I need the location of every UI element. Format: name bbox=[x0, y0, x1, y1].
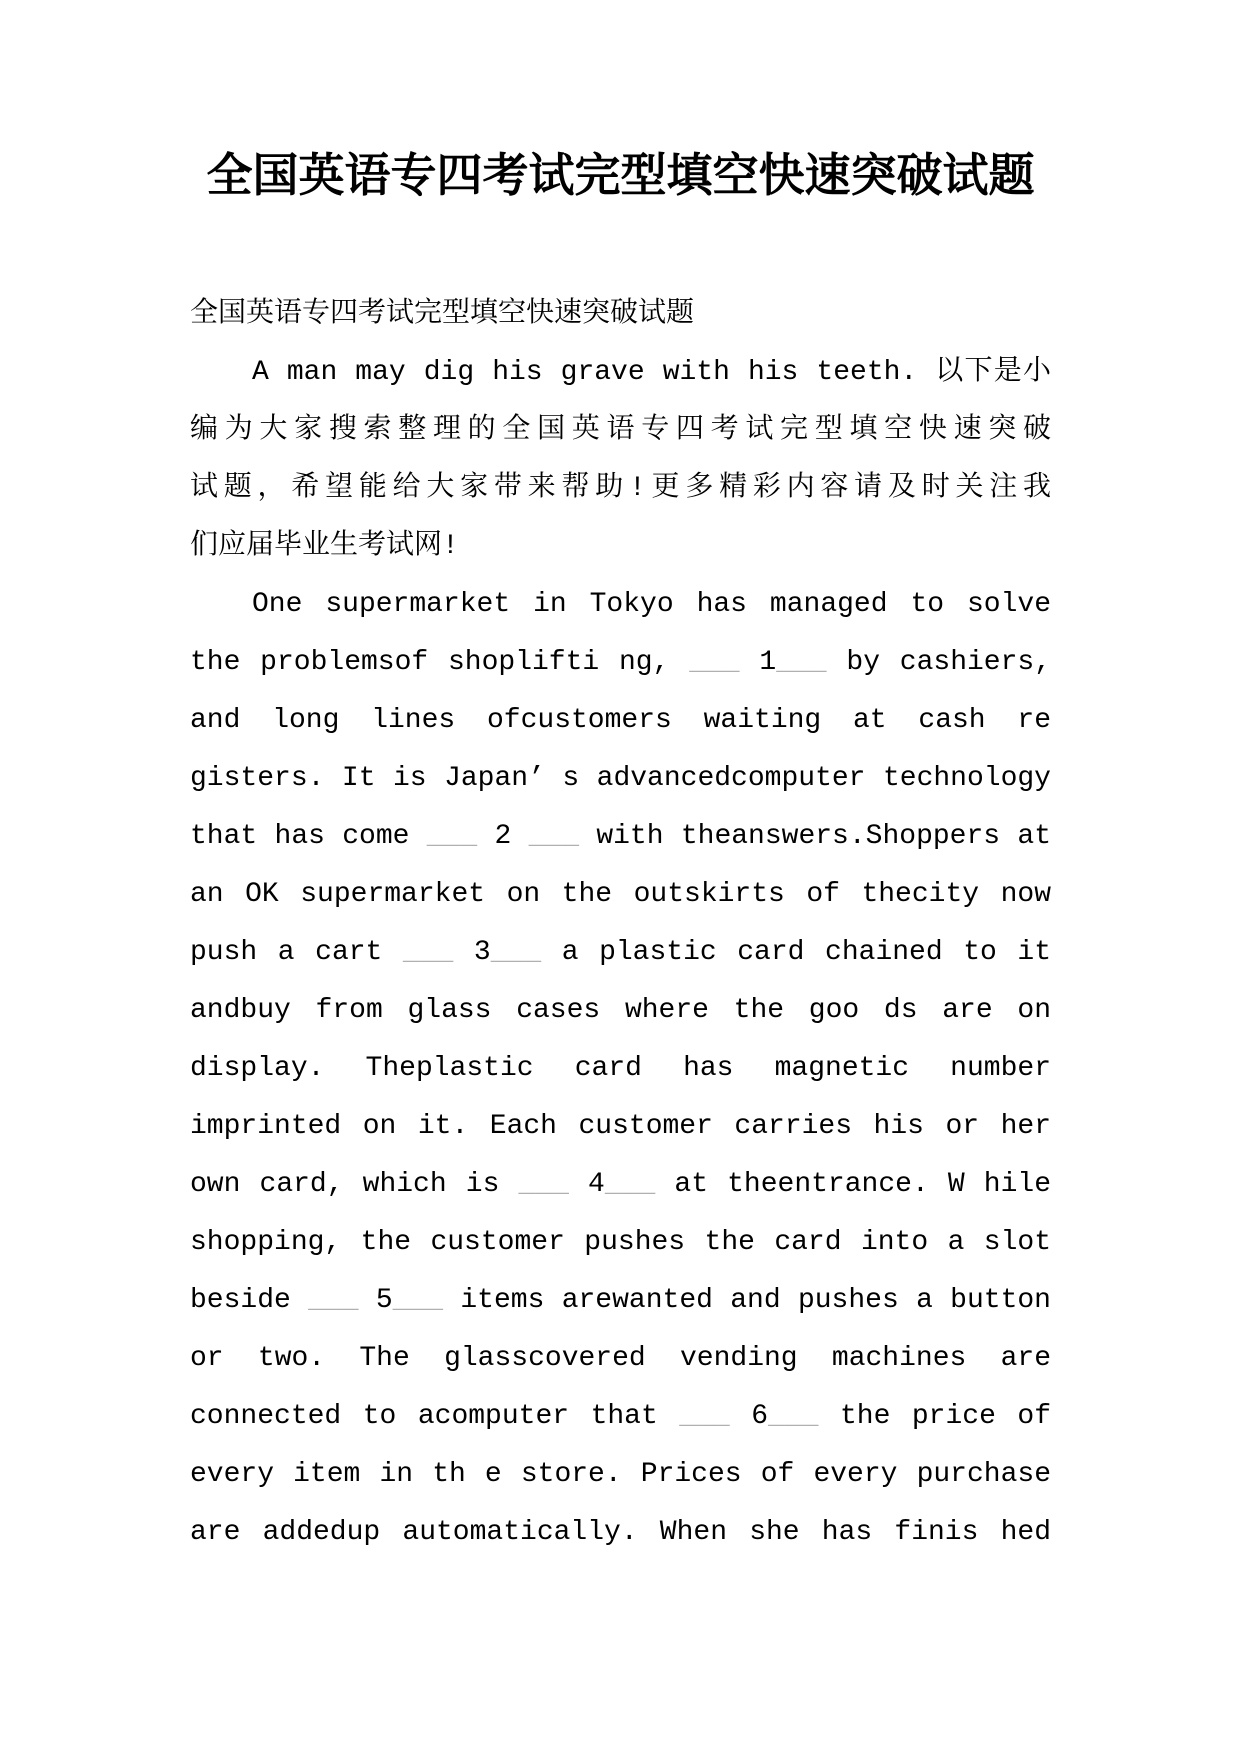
cloze-blank: ___ bbox=[604, 1169, 656, 1200]
text-line: One supermarket in Tokyo has managed to solve bbox=[252, 589, 1051, 620]
text-line: that has come ___ 2 ___ with theanswers.Shoppers at bbox=[190, 821, 1051, 852]
document-title: 全国英语专四考试完型填空快速突破试题 bbox=[206, 150, 1035, 201]
text-line: an OK supermarket on the outskirts of thecity now bbox=[190, 879, 1051, 910]
text-line: shopping, the customer pushes the card into a slot bbox=[190, 1227, 1051, 1258]
text-line: beside ___ 5___ items arewanted and pushes a button bbox=[190, 1285, 1051, 1316]
text-line: are addedup automatically. When she has finis hed bbox=[190, 1517, 1051, 1548]
paragraph-cloze-passage bbox=[190, 576, 1051, 1562]
text-line: 全国英语专四考试完型填空快速突破试题 bbox=[190, 299, 695, 330]
text-line: the problemsof shoplifti ng, ___ 1___ by cashiers, bbox=[190, 647, 1051, 678]
paragraph-heading bbox=[190, 286, 1051, 344]
text-line: 编为大家搜索整理的全国英语专四考试完型填空快速突破 bbox=[190, 415, 1051, 446]
text-line: 试题，希望能给大家带来帮助!更多精彩内容请及时关注我 bbox=[190, 473, 1051, 504]
cloze-blank: ___ bbox=[776, 647, 827, 678]
text-line: connected to acomputer that ___ 6___ the price of bbox=[190, 1401, 1051, 1432]
text-line: or two. The glasscovered vending machines are bbox=[190, 1343, 1051, 1374]
text-line: gisters. It is Japan’ s advancedcomputer technology bbox=[190, 763, 1051, 794]
cloze-blank: ___ bbox=[402, 937, 454, 968]
document-body bbox=[190, 286, 1051, 1562]
text-line: and long lines ofcustomers waiting at cash re bbox=[190, 705, 1051, 736]
cloze-blank: ___ bbox=[392, 1285, 444, 1316]
cloze-blank: ___ bbox=[689, 647, 740, 678]
cloze-blank: ___ bbox=[679, 1401, 730, 1432]
text-line: A man may dig his grave with his teeth. 以下是小 bbox=[252, 357, 1051, 388]
text-line: push a cart ___ 3___ a plastic card chained to it bbox=[190, 937, 1051, 968]
cloze-blank: ___ bbox=[490, 937, 542, 968]
cloze-blank: ___ bbox=[768, 1401, 819, 1432]
text-line: every item in th e store. Prices of every purchase bbox=[190, 1459, 1051, 1490]
cloze-blank: ___ bbox=[426, 821, 478, 852]
cloze-blank: ___ bbox=[308, 1285, 359, 1316]
cloze-blank: ___ bbox=[518, 1169, 569, 1200]
text-line: andbuy from glass cases where the goo ds are on bbox=[190, 995, 1051, 1026]
text-line: own card, which is ___ 4___ at theentrance. W hile bbox=[190, 1169, 1051, 1200]
text-line: display. Theplastic card has magnetic number bbox=[190, 1053, 1051, 1084]
text-line: 们应届毕业生考试网! bbox=[190, 531, 459, 562]
text-line: imprinted on it. Each customer carries his or her bbox=[190, 1111, 1051, 1142]
cloze-blank: ___ bbox=[528, 821, 580, 852]
paragraph-intro bbox=[190, 344, 1051, 576]
